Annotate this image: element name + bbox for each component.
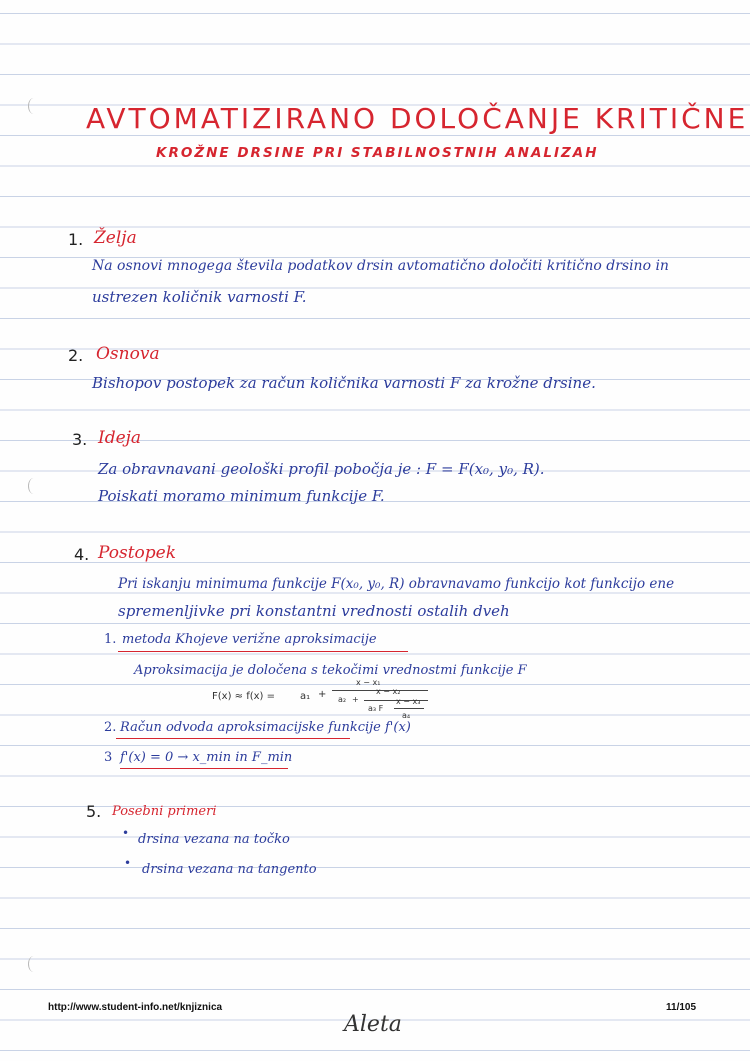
step-text: Račun odvoda aproksimacijske funkcije f'(x) [120,720,411,735]
page-title: AVTOMATIZIRANO DOLOČANJE KRITIČNE [86,102,749,135]
formula-numerator: x − x₁ [356,678,381,687]
section-heading: Osnova [96,344,160,364]
formula-plus: + [318,689,327,700]
section-text-line: Pri iskanju minimuma funkcije F(x₀, y₀, R) obravnavamo funkcijo kot funkcijo ene [118,576,675,592]
bullet-icon: • [122,826,130,840]
section-number: 3. [72,430,88,449]
section-heading: Posebni primeri [112,804,217,819]
bullet-icon: • [124,856,132,870]
formula-denominator: a₄ [402,711,411,720]
page-number: 11/105 [666,1002,697,1013]
footer-url[interactable]: http://www.student-info.net/knjiznica [48,1002,223,1013]
bullet-text: drsina vezana na točko [138,832,290,847]
section-heading: Postopek [98,543,177,563]
red-underline [116,738,350,739]
section-number: 2. [68,346,84,365]
formula-plus: + [352,695,359,704]
section-heading: Ideja [98,428,142,448]
formula-numerator: x − x₂ [376,687,401,696]
punch-hole [28,956,39,972]
punch-hole [28,478,39,494]
formula-a1: a₁ [300,691,311,702]
step-number: 2. [104,720,117,735]
section-text-line: Bishopov postopek za račun količnika varnosti F za krožne drsine. [92,374,596,392]
section-text-line: spremenljivke pri konstantni vrednosti ostalih dveh [118,602,510,620]
section-text-line: Na osnovi mnogega števila podatkov drsin avtomatično določiti kritično drsino in [92,258,669,274]
bullet-text: drsina vezana na tangento [142,862,317,877]
formula-lhs: F(x) ≈ f(x) = [212,691,276,702]
red-underline [120,768,288,769]
section-number: 5. [86,802,102,821]
section-number: 1. [68,230,84,249]
step-text: f'(x) = 0 → x_min in F_min [120,750,293,765]
formula-numerator: x − x₃ [396,697,421,706]
aleta-logo: Aleta [344,1012,402,1037]
page-subtitle: KROŽNE DRSINE PRI STABILNOSTNIH ANALIZAH [156,145,599,161]
formula-denominator: a₂ [338,695,347,704]
punch-hole [28,98,39,114]
section-text-line: ustrezen količnik varnosti F. [92,288,307,306]
fraction-bar [394,708,424,709]
section-number: 4. [74,545,90,564]
step-number: 1. [104,632,117,647]
section-text-line: Poiskati moramo minimum funkcije F. [98,487,385,505]
step-text: metoda Khojeve verižne aproksimacije [122,632,377,647]
red-underline [118,651,408,652]
section-text-line: Za obravnavani geološki profil pobočja je : F = F(x₀, y₀, R). [98,460,545,478]
formula-denominator: a₃ F [368,704,384,713]
step-text: Aproksimacija je določena s tekočimi vrednostmi funkcije F [134,663,527,678]
step-number: 3 [104,750,113,765]
section-heading: Želja [94,228,137,248]
